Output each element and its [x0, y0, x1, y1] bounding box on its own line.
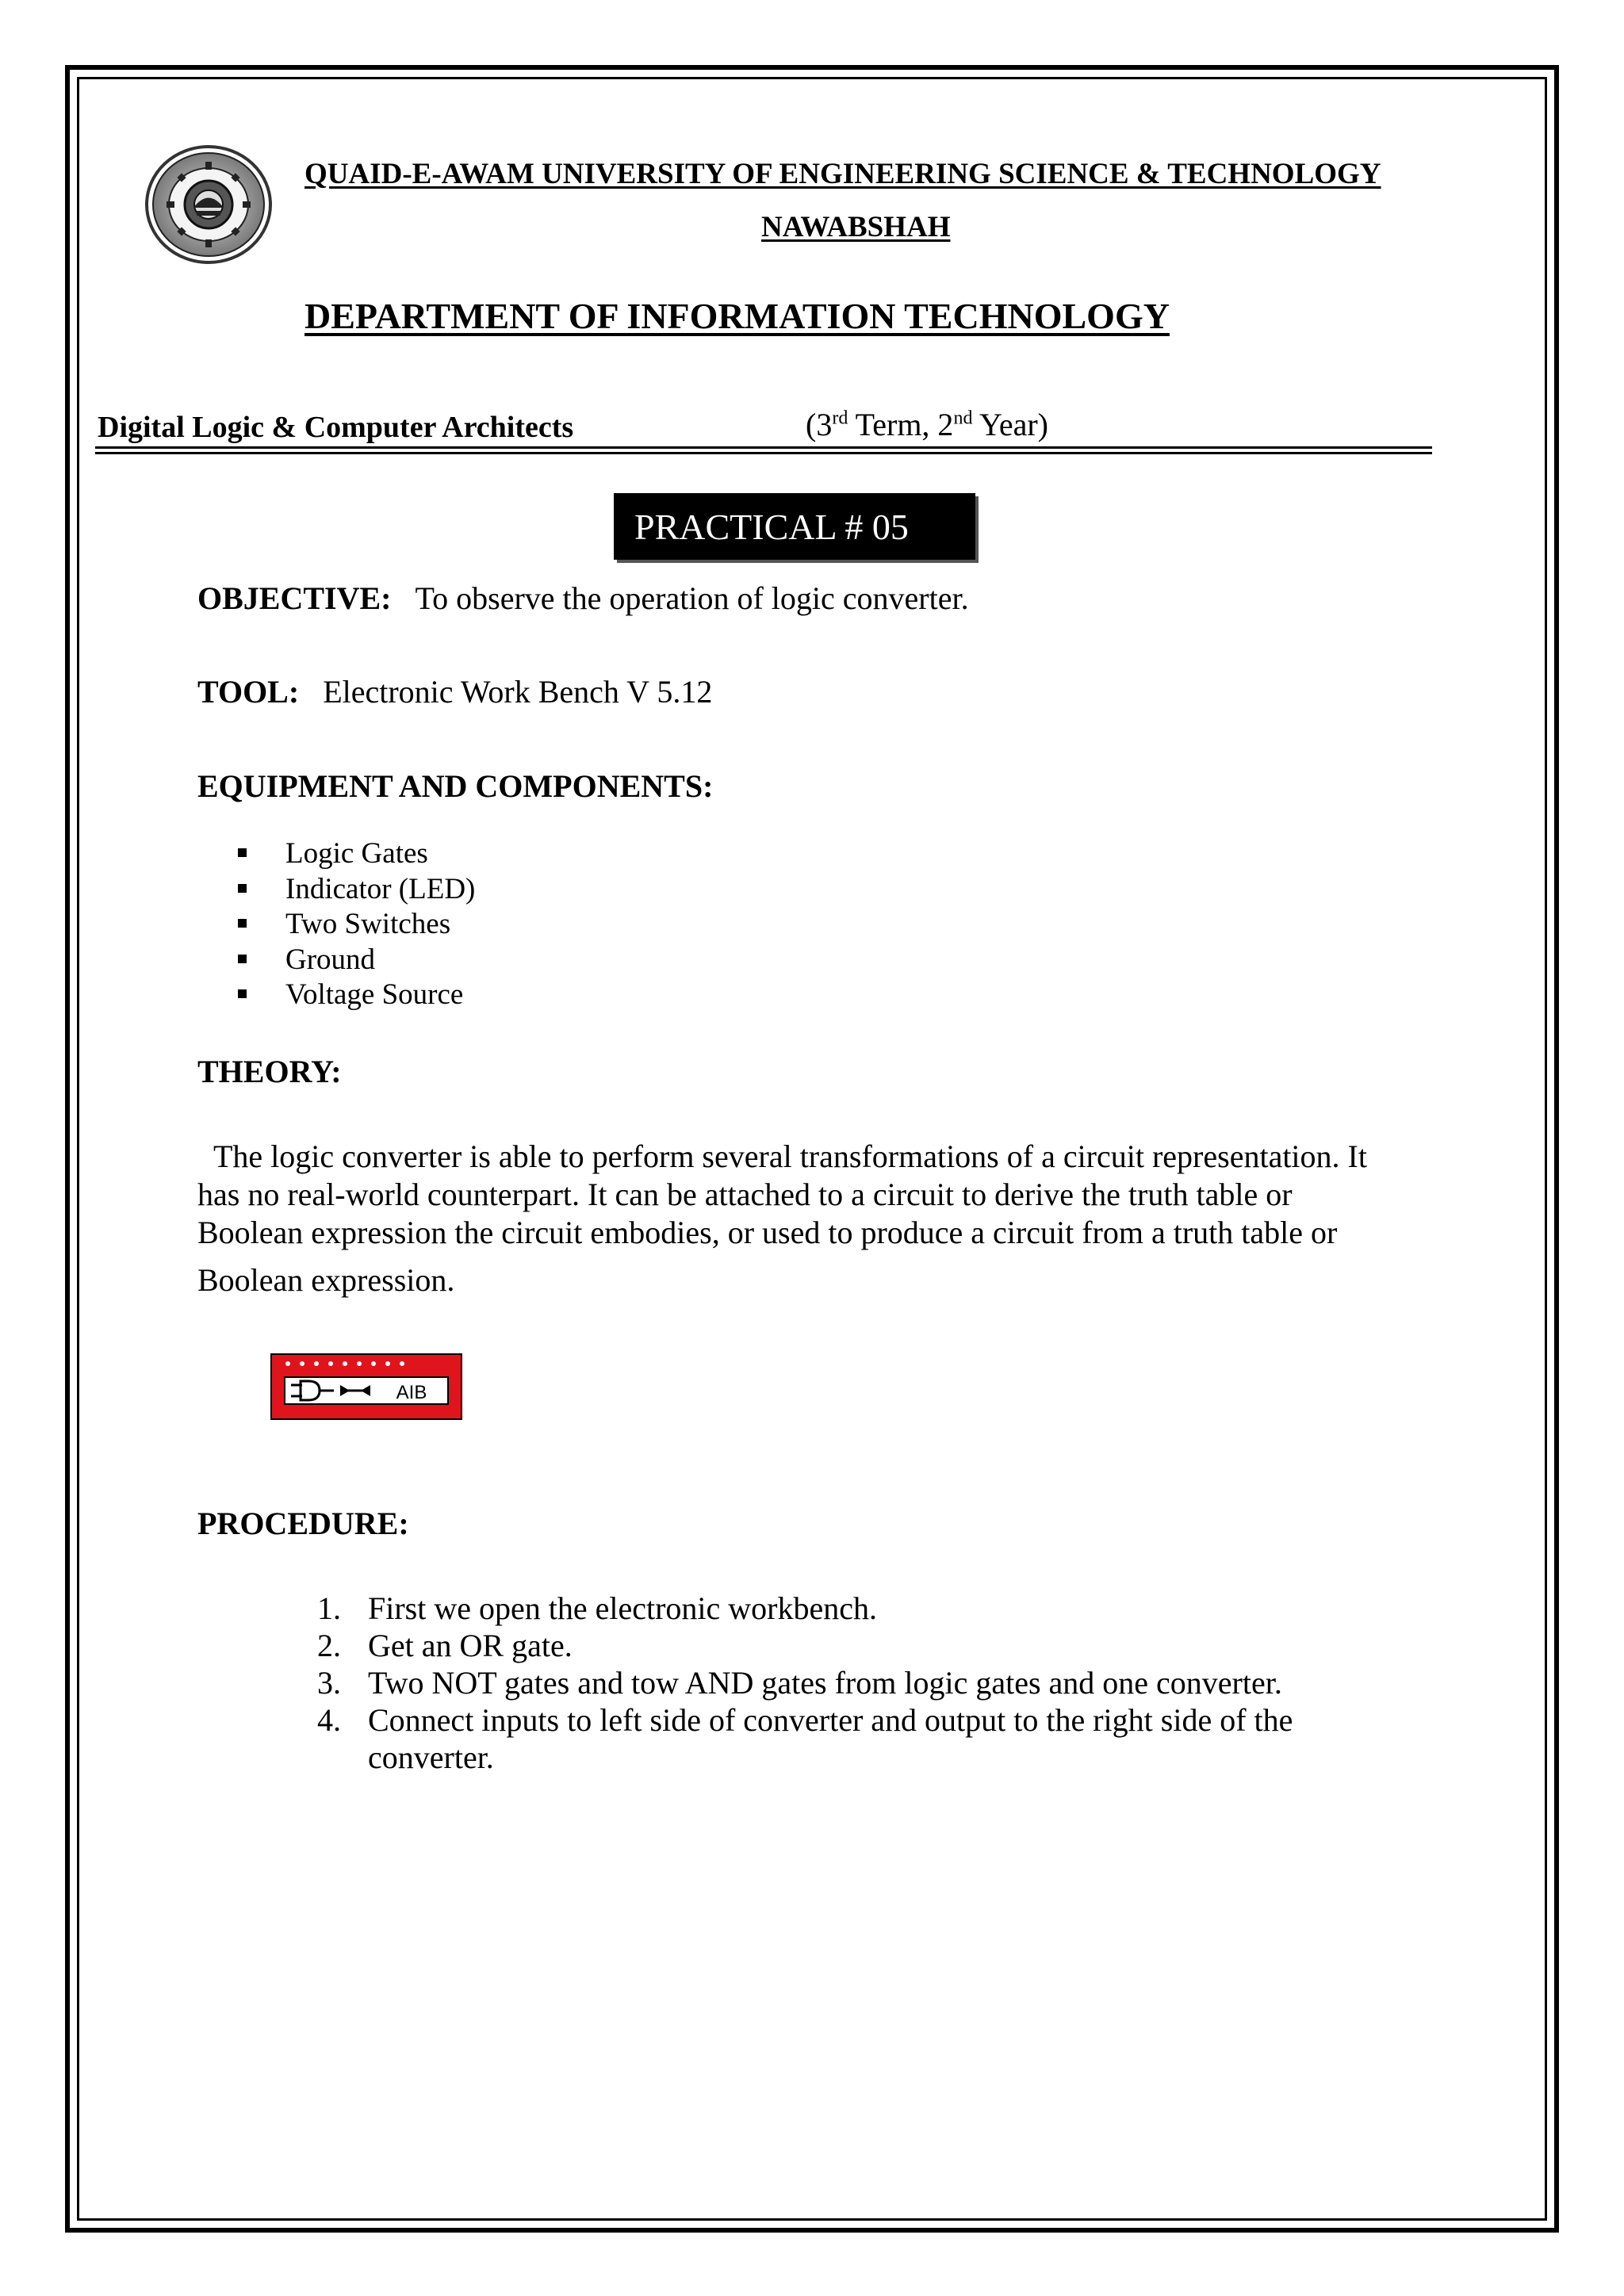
equipment-heading: EQUIPMENT AND COMPONENTS: — [197, 768, 714, 804]
university-name: QUAID-E-AWAM UNIVERSITY OF ENGINEERING SCIENCE & TECHNOLOGY — [304, 158, 1381, 190]
list-item: Voltage Source — [238, 978, 475, 1013]
list-item: 1. First we open the electronic workbench. — [317, 1590, 878, 1626]
objective-text: To observe the operation of logic converter. — [415, 580, 969, 616]
bullet-square-icon — [238, 848, 247, 857]
tool-text: Electronic Work Bench V 5.12 — [323, 674, 713, 710]
header-rule — [95, 452, 1432, 454]
bullet-square-icon — [238, 989, 247, 998]
objective-label: OBJECTIVE: — [197, 580, 392, 616]
department-title: DEPARTMENT OF INFORMATION TECHNOLOGY — [304, 296, 1170, 336]
header-rule — [95, 446, 1432, 449]
list-item: Logic Gates — [238, 836, 475, 872]
university-seal-icon — [144, 144, 273, 265]
logic-converter-icon — [270, 1353, 462, 1420]
procedure-heading: PROCEDURE: — [197, 1506, 409, 1541]
procedure-list — [317, 1590, 1293, 1776]
bullet-square-icon — [238, 955, 247, 963]
theory-line: Boolean expression the circuit embodies, or used to produce a circuit from a truth table or — [197, 1215, 1338, 1250]
tool-label: TOOL: — [197, 674, 300, 710]
objective-row — [197, 580, 969, 617]
theory-line: The logic converter is able to perform several transformations of a circuit representation. It — [213, 1138, 1367, 1174]
list-item: 3. Two NOT gates and tow AND gates from logic gates and one converter. — [317, 1665, 1282, 1701]
theory-line: Boolean expression. — [197, 1262, 455, 1298]
list-item: Ground — [238, 943, 475, 978]
university-city: NAWABSHAH — [761, 211, 951, 243]
theory-line: has no real-world counterpart. It can be attached to a circuit to derive the truth table or — [197, 1177, 1293, 1212]
list-item: Indicator (LED) — [238, 872, 475, 908]
list-item: 4. Connect inputs to left side of converter and output to the right side of the converter. — [317, 1702, 1293, 1775]
tool-row — [197, 673, 712, 710]
logic-converter-label: AIB — [396, 1382, 427, 1403]
list-item: Two Switches — [238, 907, 475, 943]
bullet-square-icon — [238, 919, 247, 928]
practical-title: PRACTICAL # 05 — [614, 493, 975, 560]
course-title: Digital Logic & Computer Architects — [98, 411, 574, 444]
list-item: 2. Get an OR gate. — [317, 1628, 573, 1663]
theory-heading: THEORY: — [197, 1054, 342, 1089]
bullet-square-icon — [238, 884, 247, 893]
course-term: (3rd Term, 2nd Year) — [806, 407, 1048, 442]
equipment-list — [238, 836, 475, 1013]
theory-paragraph — [197, 1138, 1419, 1299]
